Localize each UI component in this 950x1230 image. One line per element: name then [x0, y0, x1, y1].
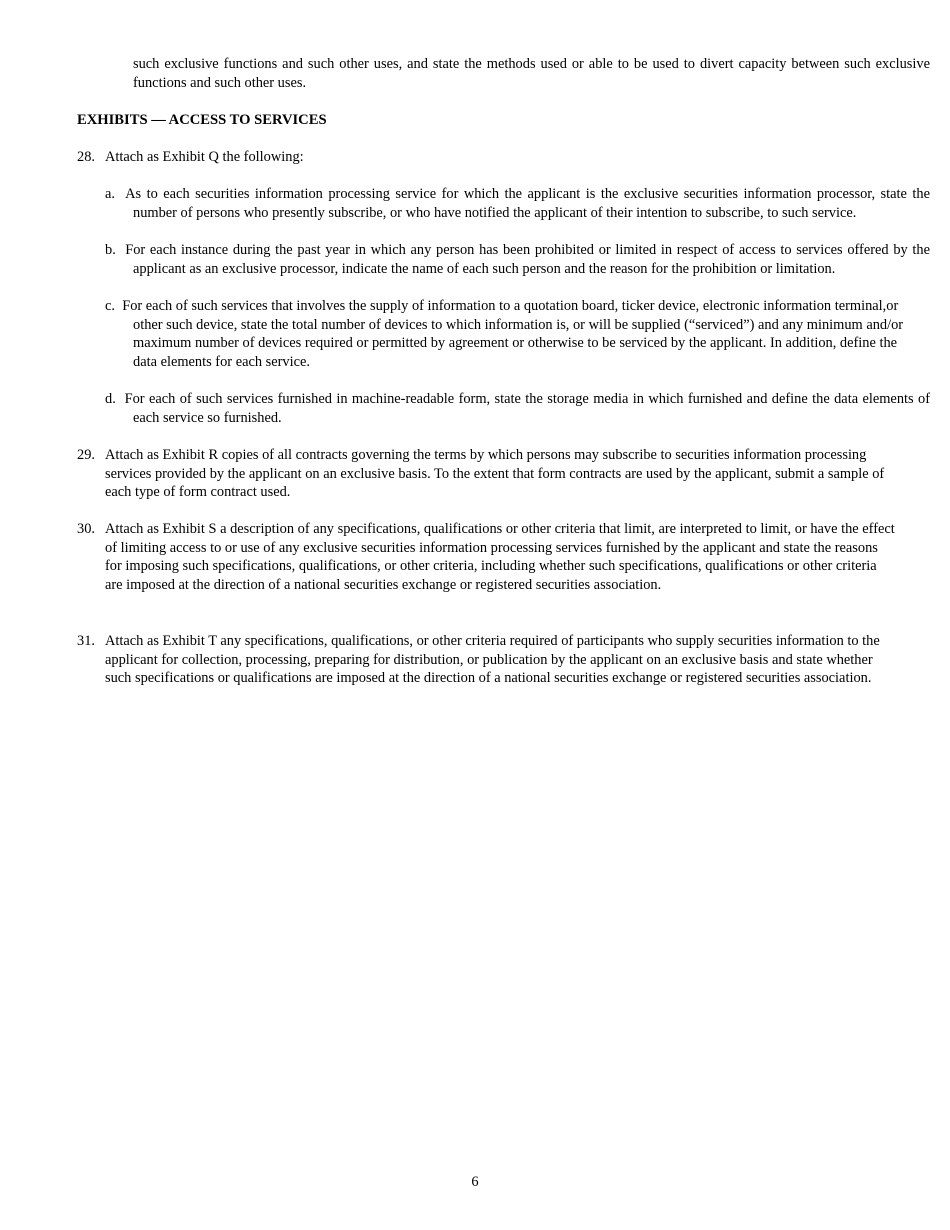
continuation-paragraph: such exclusive functions and such other uses, and state the methods used or able to be used to divert capacity between such exclusive functions and such other uses.: [133, 56, 930, 91]
item-30: [77, 520, 897, 594]
subitem-text: As to each securities information processing service for which the applicant is the exclusive securities information processor, state the number of persons who presently subscribe, or who have notified the applicant of their intention to subscribe, to such service.: [125, 186, 930, 221]
section-heading: EXHIBITS — ACCESS TO SERVICES: [77, 112, 327, 128]
item-text: Attach as Exhibit S a description of any specifications, qualifications or other criteria that limit, are interpreted to limit, or have the effect of limiting access to or use of any exclusive securities information processing services furnished by the applicant and state the reasons for imposing such specifications, qualifications, or other criteria, including whether such specifications, qualifications or other criteria are imposed at the direction of a national securities exchange or registered securities association.: [105, 521, 895, 593]
item-28a: [105, 185, 930, 222]
item-28d: [105, 390, 930, 427]
item-number: 30.: [77, 521, 95, 537]
subitem-text: For each of such services furnished in machine-readable form, state the storage media in which furnished and define the data elements of each service so furnished.: [124, 391, 930, 426]
item-31: [77, 632, 897, 688]
item-28c: [105, 297, 905, 371]
item-29: [77, 446, 897, 502]
subitem-text: For each instance during the past year in which any person has been prohibited or limited in respect of access to services offered by the applicant as an exclusive processor, indicate the name of each such person and the reason for the prohibition or limitation.: [125, 242, 930, 277]
item-text: Attach as Exhibit Q the following:: [105, 149, 304, 165]
item-text: Attach as Exhibit T any specifications, qualifications, or other criteria required of participants who supply securities information to the applicant for collection, processing, preparing for distribution, or publication by the applicant on an exclusive basis and state whether such specifications or qualifications are imposed at the direction of a national securities exchange or registered securities association.: [105, 633, 880, 686]
subitem-label: c.: [105, 298, 115, 314]
subitem-label: b.: [105, 242, 116, 258]
item-28b: [105, 241, 930, 278]
item-number: 31.: [77, 633, 95, 649]
item-number: 29.: [77, 447, 95, 463]
subitem-text: For each of such services that involves the supply of information to a quotation board, ticker device, electronic information terminal,or other such device, state the total number of devices to which information is, or will be supplied (“serviced”) and any minimum and/or maximum number of devices required or permitted by agreement or otherwise to be serviced by the applicant. In addition, define the data elements for each service.: [122, 298, 904, 370]
item-text: Attach as Exhibit R copies of all contracts governing the terms by which persons may subscribe to securities information processing services provided by the applicant on an exclusive basis. To the extent that form contracts are used by the applicant, submit a sample of each type of form contract used.: [105, 447, 885, 500]
subitem-label: d.: [105, 391, 116, 407]
item-number: 28.: [77, 149, 95, 165]
subitem-label: a.: [105, 186, 115, 202]
item-28: [77, 148, 897, 167]
page-number: 6: [471, 1174, 479, 1190]
